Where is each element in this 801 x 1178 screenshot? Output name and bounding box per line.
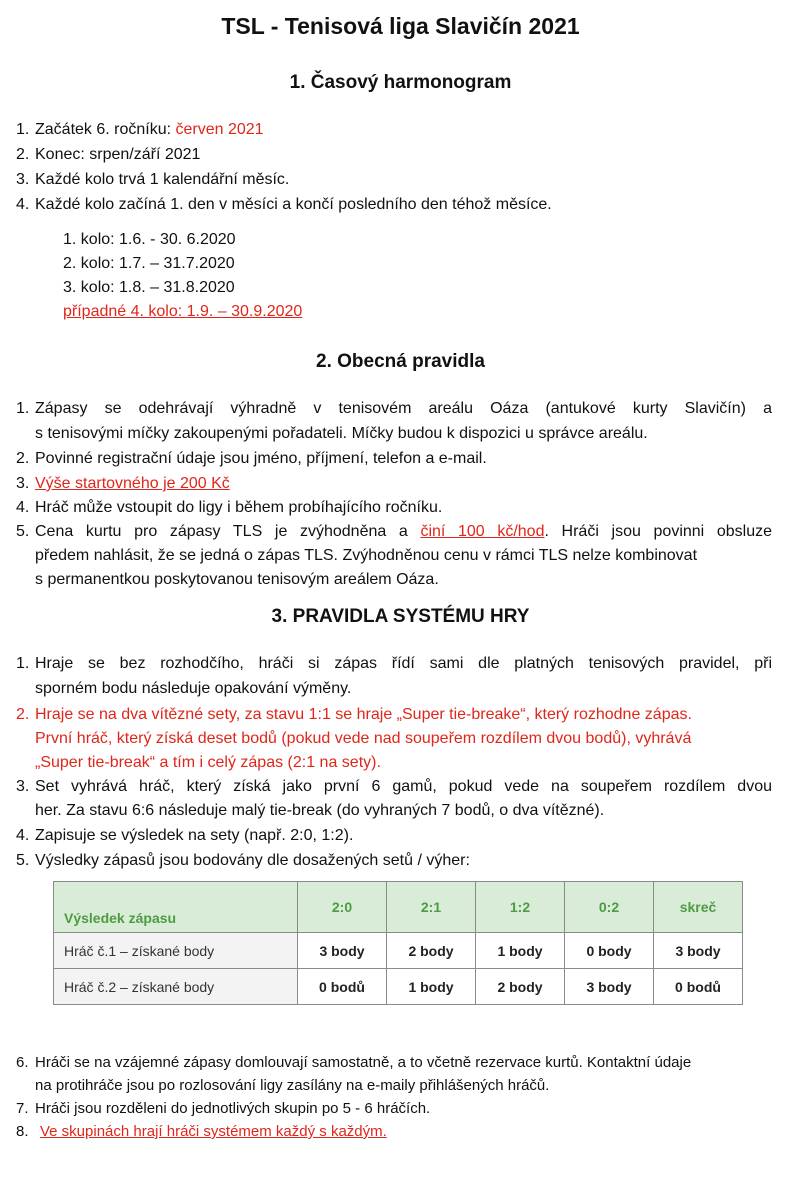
entry-fee: Výše startovného je 200 Kč — [35, 475, 230, 492]
section2-heading: 2. Obecná pravidla — [316, 351, 485, 372]
section3-heading: 3. PRAVIDLA SYSTÉMU HRY — [271, 606, 530, 627]
table-col-header: 2:1 — [387, 882, 476, 933]
table-cell: 2 body — [387, 933, 476, 969]
table-cell: 1 body — [387, 969, 476, 1005]
table-col-header: 2:0 — [298, 882, 387, 933]
table-col-header: 0:2 — [565, 882, 654, 933]
group-system: Ve skupinách hrají hráči systémem každý s každým. — [40, 1123, 387, 1140]
document-title: TSL - Tenisová liga Slavičín 2021 — [221, 13, 580, 39]
table-header-row — [54, 882, 743, 933]
table-col-header: 1:2 — [476, 882, 565, 933]
round-optional: případné 4. kolo: 1.9. – 30.9.2020 — [63, 303, 303, 320]
table-cell: 0 bodů — [654, 969, 743, 1005]
table-cell: 2 body — [476, 969, 565, 1005]
table-row-label: Hráč č.2 – získané body — [54, 969, 298, 1005]
table-cell: 3 body — [654, 933, 743, 969]
start-date: červen 2021 — [175, 121, 264, 138]
table-row — [54, 933, 743, 969]
table-cell: 3 body — [565, 969, 654, 1005]
scoring-table — [53, 881, 743, 1005]
table-cell: 3 body — [298, 933, 387, 969]
table-row — [54, 969, 743, 1005]
table-row-label: Hráč č.1 – získané body — [54, 933, 298, 969]
table-cell: 0 body — [565, 933, 654, 969]
document-page: TSL - Tenisová liga Slavičín 2021 1. Časový harmonogram 1. Začátek 6. ročníku: červen 2021 2. Konec: srpen/září 2021 3. Každé kolo trvá 1 kalendářní měsíc. 4. Každé kolo začíná 1. den v měsíci a končí posledního den téhož měsíce. 1. kolo: 1.6. - 30. 6.2020 2. kolo: 1.7. – 31.7.2020 3. kolo: 1.8. – 31.8.2020 případné 4. kolo: 1.9. – 30.9.2020 2. Obecná pravidla 1. Zápasy se odehrávají výhradně v tenisovém areálu Oáza (antukové kurty Slavičín) a s tenisovými míčky zakoupenými pořadateli. Míčky budou k dispozici u správce areálu. 2. Povinné registrační údaje jsou jméno, příjmení, telefon a e-mail. 3. Výše startovného je 200 Kč 4. Hráč může vstoupit do ligy i během probíhajícího ročníku. 5. Cena kurtu pro zápasy TLS je zvýhodněna a činí 100 kč/hod. Hráči jsou povinni obsluze předem nahlásit, že se jedná o zápas TLS. Zvýhodněnou cenu v rámci TLS nelze kombinovat s permanentkou poskytovanou tenisovým areálem Oáza. 3. PRAVIDLA SYSTÉMU HRY 1. Hraje se bez rozhodčího, hráči si zápas řídí sami dle platných tenisových pravidel, při sporném bodu následuje opakování výměny. 2. Hraje se na dva vítězné sety, za stavu 1:1 se hraje „Super tie-breake“, který rozhodne zápas. První hráč, který získá deset bodů (pokud vede nad soupeřem rozdílem dvou bodů), vyhrává „Super tie-break“ a tím i celý zápas (2:1 na sety). 3. Set vyhrává hráč, který získá jako první 6 gamů, pokud vede na soupeřem rozdílem dvou her. Za stavu 6:6 následuje malý tie-break (do vyhraných 7 bodů, o dva vítězné). 4. Zapisuje se výsledek na sety (např. 2:0, 1:2). 5. Výsledky zápasů jsou bodovány dle dosažených setů / výher: Výsledek zápasu 2:0 2:1 1:2 0:2 skreč Hráč č.1 – získané body 3 body 2 body 1 body 0 body 3 body Hráč č.2 – získané body 0 bodů 1 body 2 body 3 body 0 bodů 6. Hráči se na vzájemné zápasy domlouvají samostatně, a to včetně rezervace kurtů. Kontaktní údaje na protihráče jsou po rozlosování ligy zasílány na e-maily přihlášených hráčů. 7. Hráči jsou rozděleni do jednotlivých skupin po 5 - 6 hráčích. 8. Ve skupinách hrají hráči systémem každý s každým. — [0, 0, 801, 1178]
court-price: činí 100 kč/hod — [420, 523, 545, 540]
table-cell: 0 bodů — [298, 969, 387, 1005]
table-header-label: Výsledek zápasu — [54, 882, 298, 933]
table-col-header: skreč — [654, 882, 743, 933]
round-1: 1. kolo: 1.6. - 30. 6.2020 — [63, 231, 236, 248]
round-3: 3. kolo: 1.8. – 31.8.2020 — [63, 279, 235, 296]
section1-heading: 1. Časový harmonogram — [289, 72, 512, 93]
round-2: 2. kolo: 1.7. – 31.7.2020 — [63, 255, 235, 272]
table-cell: 1 body — [476, 933, 565, 969]
